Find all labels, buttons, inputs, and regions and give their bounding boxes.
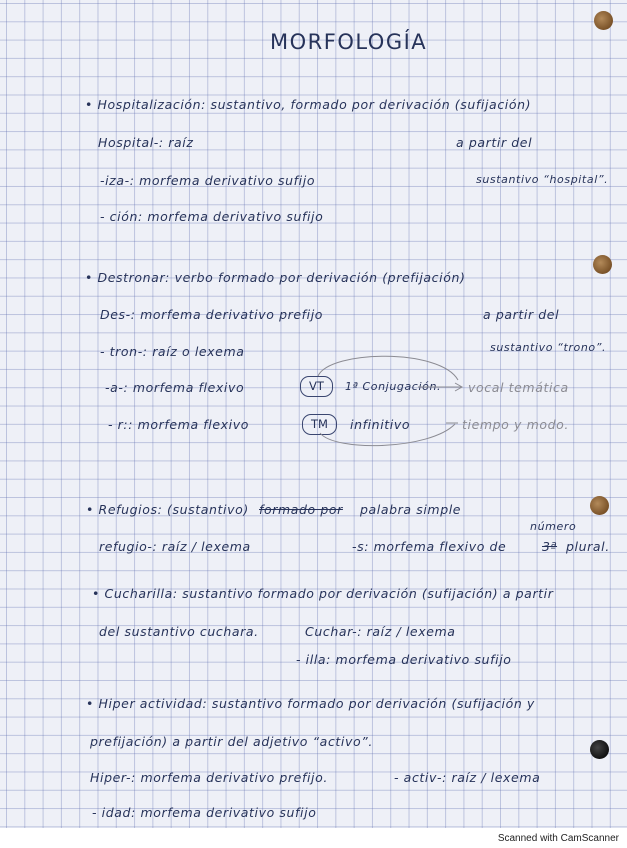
entry-destronar-infinitive: - r:: morfema flexivo <box>108 417 249 432</box>
entry-refugios-plural: plural. <box>566 539 610 554</box>
tm-circle: TM <box>302 414 337 435</box>
entry-hiperactividad-root: - activ-: raíz / lexema <box>394 770 541 785</box>
scanner-watermark: Scanned with CamScanner <box>497 833 619 844</box>
entry-refugios-struck: formado por <box>259 502 343 517</box>
page-title: MORFOLOGÍA <box>270 30 428 54</box>
entry-refugios-flexive: -s: morfema flexivo de <box>352 539 507 554</box>
entry-hospitalizacion-source: a partir del <box>456 135 533 150</box>
entry-hiperactividad-heading: • Hiper actividad: sustantivo formado por derivación (sufijación y <box>86 696 535 711</box>
pencil-note-vocal: vocal temática <box>468 380 569 395</box>
entry-hospitalizacion-suffix1: -iza-: morfema derivativo sufijo <box>100 173 316 188</box>
entry-refugios-root: refugio-: raíz / lexema <box>99 539 251 554</box>
entry-refugios-heading: • Refugios: (sustantivo) <box>86 502 249 517</box>
entry-destronar-root: - tron-: raíz o lexema <box>100 344 245 359</box>
entry-destronar-infinitivo: infinitivo <box>350 417 411 432</box>
pencil-note-tiempo: tiempo y modo. <box>462 417 569 432</box>
vt-circle: VT <box>300 376 333 397</box>
entry-hiperactividad-prefix: Hiper-: morfema derivativo prefijo. <box>90 770 328 785</box>
entry-hospitalizacion-suffix2: - ción: morfema derivativo sufijo <box>100 209 324 224</box>
entry-destronar-prefix: Des-: morfema derivativo prefijo <box>100 307 324 322</box>
entry-hospitalizacion-source-noun: sustantivo “hospital”. <box>476 173 609 186</box>
entry-hospitalizacion-heading: • Hospitalización: sustantivo, formado por derivación (sufijación) <box>85 97 532 112</box>
entry-refugios-numero: número <box>530 520 577 533</box>
entry-cucharilla-source: del sustantivo cuchara. <box>99 624 259 639</box>
entry-hospitalizacion-root: Hospital-: raíz <box>98 135 194 150</box>
entry-destronar-conjugation: 1ª Conjugación. <box>345 380 442 393</box>
entry-destronar-heading: • Destronar: verbo formado por derivación (prefijación) <box>85 270 466 285</box>
entry-cucharilla-root: Cuchar-: raíz / lexema <box>305 624 456 639</box>
entry-cucharilla-suffix: - illa: morfema derivativo sufijo <box>296 652 512 667</box>
entry-destronar-vowel: -a-: morfema flexivo <box>105 380 245 395</box>
entry-hiperactividad-suffix: - idad: morfema derivativo sufijo <box>92 805 317 820</box>
entry-destronar-source: a partir del <box>483 307 560 322</box>
entry-refugios-simple: palabra simple <box>360 502 462 517</box>
entry-hiperactividad-source: prefijación) a partir del adjetivo “activo”. <box>90 734 373 749</box>
entry-cucharilla-heading: • Cucharilla: sustantivo formado por derivación (sufijación) a partir <box>92 586 554 601</box>
entry-refugios-scribble: 3ª <box>542 539 558 554</box>
entry-destronar-source-noun: sustantivo “trono”. <box>490 341 607 354</box>
